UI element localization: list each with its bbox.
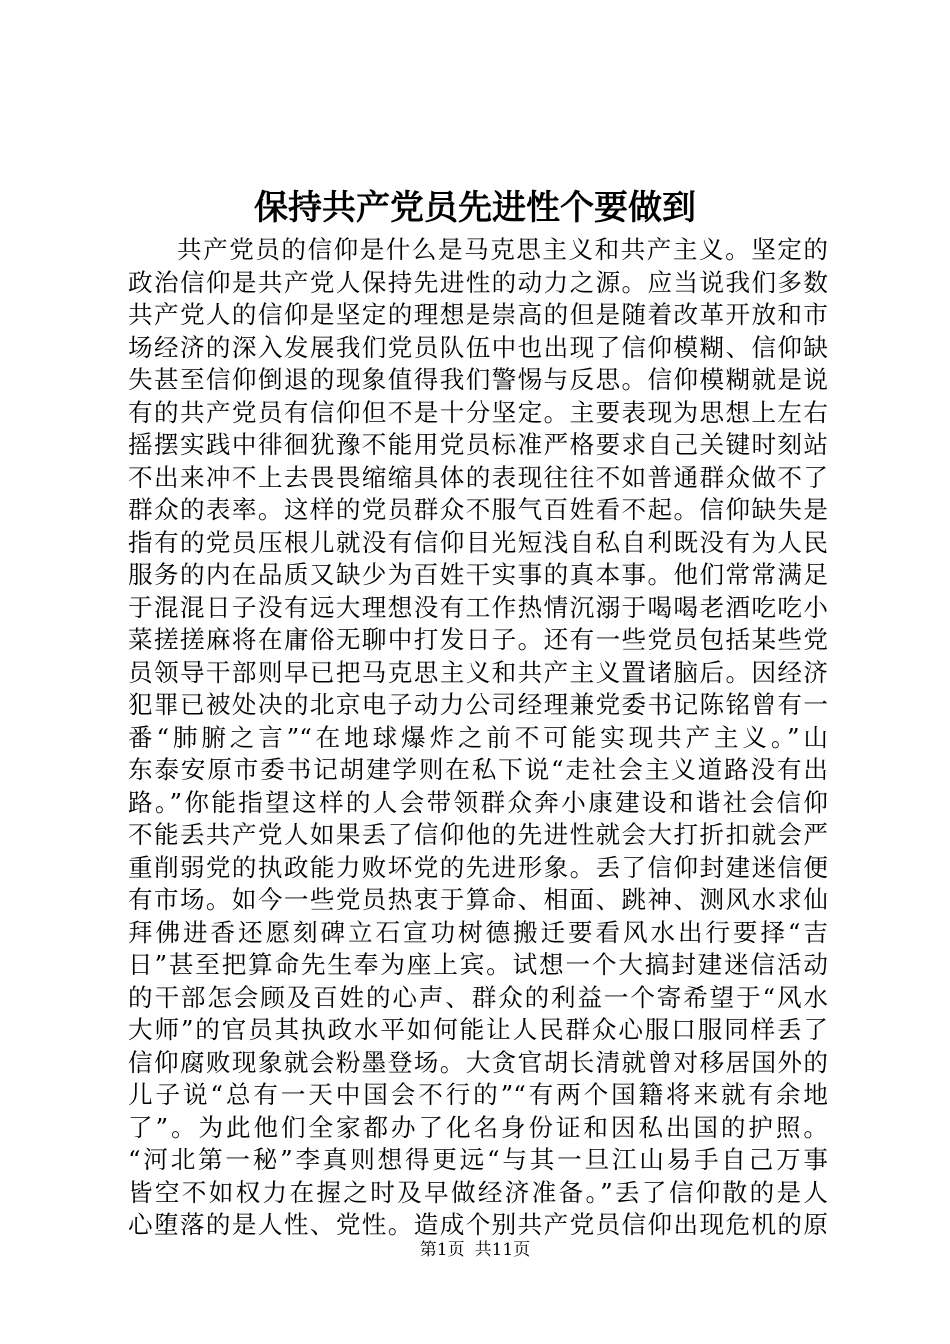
body-line: 日”甚至把算命先生奉为座上宾。试想一个大搞封建迷信活动 xyxy=(128,950,828,979)
body-line: 场经济的深入发展我们党员队伍中也出现了信仰模糊、信仰缺 xyxy=(128,332,828,362)
body-line: 服务的内在品质又缺少为百姓干实事的真本事。他们常常满足 xyxy=(128,560,828,589)
body-line: 拜佛进香还愿刻碑立石宣功树德搬迁要看风水出行要择“吉 xyxy=(128,917,828,947)
page-number: 第1页 xyxy=(419,1240,465,1260)
body-line: 重削弱党的执政能力败坏党的先进形象。丢了信仰封建迷信便 xyxy=(128,852,828,882)
document-title: 保持共产党员先进性个要做到 xyxy=(254,188,696,228)
body-line: 信仰腐败现象就会粉墨登场。大贪官胡长清就曾对移居国外的 xyxy=(128,1047,828,1077)
body-line: 东泰安原市委书记胡建学则在私下说“走社会主义道路没有出 xyxy=(128,755,828,784)
body-line: 儿子说“总有一天中国会不行的”“有两个国籍将来就有余地 xyxy=(128,1080,828,1109)
body-line: 失甚至信仰倒退的现象值得我们警惕与反思。信仰模糊就是说 xyxy=(128,365,828,394)
body-line: 摇摆实践中徘徊犹豫不能用党员标准严格要求自己关键时刻站 xyxy=(128,430,828,459)
body-line: 指有的党员压根儿就没有信仰目光短浅自私自利既没有为人民 xyxy=(128,527,828,557)
body-line: 共产党员的信仰是什么是马克思主义和共产主义。坚定的 xyxy=(177,235,828,264)
body-line: 员领导干部则早已把马克思主义和共产主义置诸脑后。因经济 xyxy=(128,657,828,687)
page-total: 共11页 xyxy=(474,1240,531,1260)
body-line: 犯罪已被处决的北京电子动力公司经理兼党委书记陈铭曾有一 xyxy=(128,690,828,719)
body-line: 路。”你能指望这样的人会带领群众奔小康建设和谐社会信仰 xyxy=(128,787,828,817)
body-line: 有市场。如今一些党员热衷于算命、相面、跳神、测风水求仙 xyxy=(128,885,828,914)
body-line: 的干部怎会顾及百姓的心声、群众的利益一个寄希望于“风水 xyxy=(128,982,828,1012)
body-line: 皆空不如权力在握之时及早做经济准备。”丢了信仰散的是人 xyxy=(128,1177,828,1207)
document-body xyxy=(128,234,828,1242)
body-line: “河北第一秘”李真则想得更远“与其一旦江山易手自己万事 xyxy=(128,1145,828,1174)
body-line: 政治信仰是共产党人保持先进性的动力之源。应当说我们多数 xyxy=(128,267,828,297)
body-line: 不能丢共产党人如果丢了信仰他的先进性就会大打折扣就会严 xyxy=(128,820,828,849)
body-line: 不出来冲不上去畏畏缩缩具体的表现往往不如普通群众做不了 xyxy=(128,462,828,492)
page-footer xyxy=(0,1239,950,1261)
body-line: 于混混日子没有远大理想没有工作热情沉溺于喝喝老酒吃吃小 xyxy=(128,592,828,622)
body-line: 了”。为此他们全家都办了化名身份证和因私出国的护照。 xyxy=(128,1112,828,1142)
body-line: 有的共产党员有信仰但不是十分坚定。主要表现为思想上左右 xyxy=(128,397,828,427)
body-line: 大师”的官员其执政水平如何能让人民群众心服口服同样丢了 xyxy=(128,1015,828,1044)
body-line: 心堕落的是人性、党性。造成个别共产党员信仰出现危机的原 xyxy=(128,1210,828,1239)
body-line: 菜搓搓麻将在庸俗无聊中打发日子。还有一些党员包括某些党 xyxy=(128,625,828,654)
body-line: 番“肺腑之言”“在地球爆炸之前不可能实现共产主义。”山 xyxy=(128,722,828,752)
body-line: 群众的表率。这样的党员群众不服气百姓看不起。信仰缺失是 xyxy=(128,495,828,524)
body-line: 共产党人的信仰是坚定的理想是崇高的但是随着改革开放和市 xyxy=(128,300,828,329)
